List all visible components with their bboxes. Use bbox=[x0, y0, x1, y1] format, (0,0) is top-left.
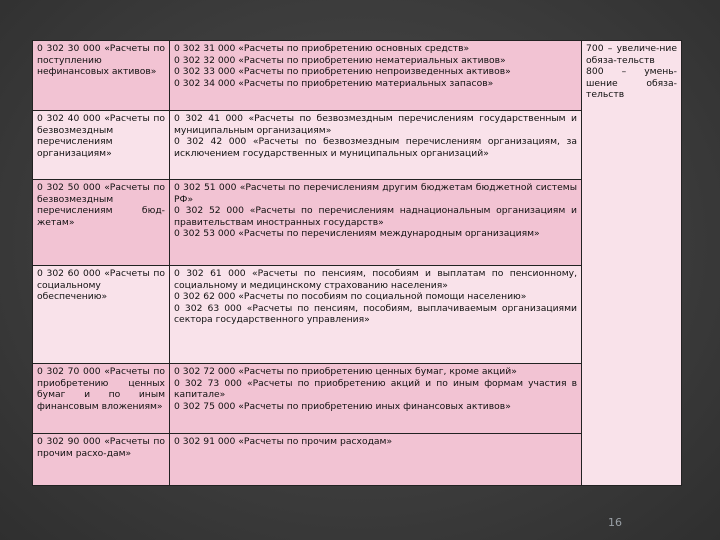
sub-accounts-cell bbox=[170, 41, 582, 111]
sub-account-item: 0 302 53 000 «Расчеты по перечислениям международным организациям» bbox=[174, 228, 540, 239]
account-group-code: 0 302 90 000 «Расчеты по прочим расхо-дам» bbox=[33, 434, 170, 486]
sub-account-item: 0 302 42 000 «Расчеты по безвозмездным перечислениям организациям, за исключением государственных и муниципальных организаций» bbox=[174, 136, 577, 159]
sub-accounts-cell bbox=[170, 111, 582, 180]
sub-accounts-cell bbox=[170, 364, 582, 434]
sub-accounts-cell bbox=[170, 180, 582, 266]
account-group-code: 0 302 40 000 «Расчеты по безвозмездным перечислениям организациям» bbox=[33, 111, 170, 180]
sub-account-item: 0 302 75 000 «Расчеты по приобретению иных финансовых активов» bbox=[174, 400, 511, 412]
account-group-code: 0 302 70 000 «Расчеты по приобретению ценных бумаг и по иным финансовым вложениям» bbox=[33, 364, 170, 434]
account-group-code: 0 302 60 000 «Расчеты по социальному обеспечению» bbox=[33, 266, 170, 364]
sub-account-item: 0 302 34 000 «Расчеты по приобретению материальных запасов» bbox=[174, 77, 494, 89]
accounts-table bbox=[32, 40, 682, 486]
sub-account-item: 0 302 72 000 «Расчеты по приобретению ценных бумаг, кроме акций» bbox=[174, 366, 517, 377]
sub-account-item: 0 302 73 000 «Расчеты по приобретению акций и по иным формам участия в капитале» bbox=[174, 377, 577, 400]
table-row bbox=[33, 41, 682, 111]
sub-accounts-cell bbox=[170, 266, 582, 364]
sub-account-item: 0 302 51 000 «Расчеты по перечислениям другим бюджетам бюджетной системы РФ» bbox=[174, 182, 577, 205]
account-group-code: 0 302 30 000 «Расчеты по поступлению нефинансовых активов» bbox=[33, 41, 170, 111]
sub-account-item: 0 302 31 000 «Расчеты по приобретению основных средств» bbox=[174, 43, 470, 54]
sub-account-item: 0 302 91 000 «Расчеты по прочим расходам» bbox=[174, 436, 393, 447]
sub-account-item: 0 302 33 000 «Расчеты по приобретению непроизведенных активов» bbox=[174, 66, 511, 77]
sub-accounts-cell bbox=[170, 434, 582, 486]
sub-account-item: 0 302 62 000 «Расчеты по пособиям по социальной помощи населению» bbox=[174, 291, 527, 302]
sub-account-item: 0 302 52 000 «Расчеты по перечислениям наднациональным организациям и правительствам иностранных государств» bbox=[174, 205, 577, 228]
sub-account-item: 0 302 61 000 «Расчеты по пенсиям, пособиям и выплатам по пенсионному, социальному и медицинскому страхованию населения» bbox=[174, 268, 577, 291]
operation-codes-note bbox=[582, 41, 682, 486]
sub-account-item: 0 302 41 000 «Расчеты по безвозмездным перечислениям государственным и муниципальным организациям» bbox=[174, 113, 577, 136]
note-increase: 700 – увеличе-ние обяза-тельств bbox=[586, 43, 677, 66]
sub-account-item: 0 302 63 000 «Расчеты по пенсиям, пособиям, выплачиваемым организациями сектора государственного управления» bbox=[174, 302, 577, 325]
account-group-code: 0 302 50 000 «Расчеты по безвозмездным перечислениям бюд-жетам» bbox=[33, 180, 170, 266]
note-decrease: 800 – умень-шение обяза-тельств bbox=[586, 66, 677, 100]
sub-account-item: 0 302 32 000 «Расчеты по приобретению нематериальных активов» bbox=[174, 54, 506, 66]
page-number: 16 bbox=[608, 516, 622, 529]
